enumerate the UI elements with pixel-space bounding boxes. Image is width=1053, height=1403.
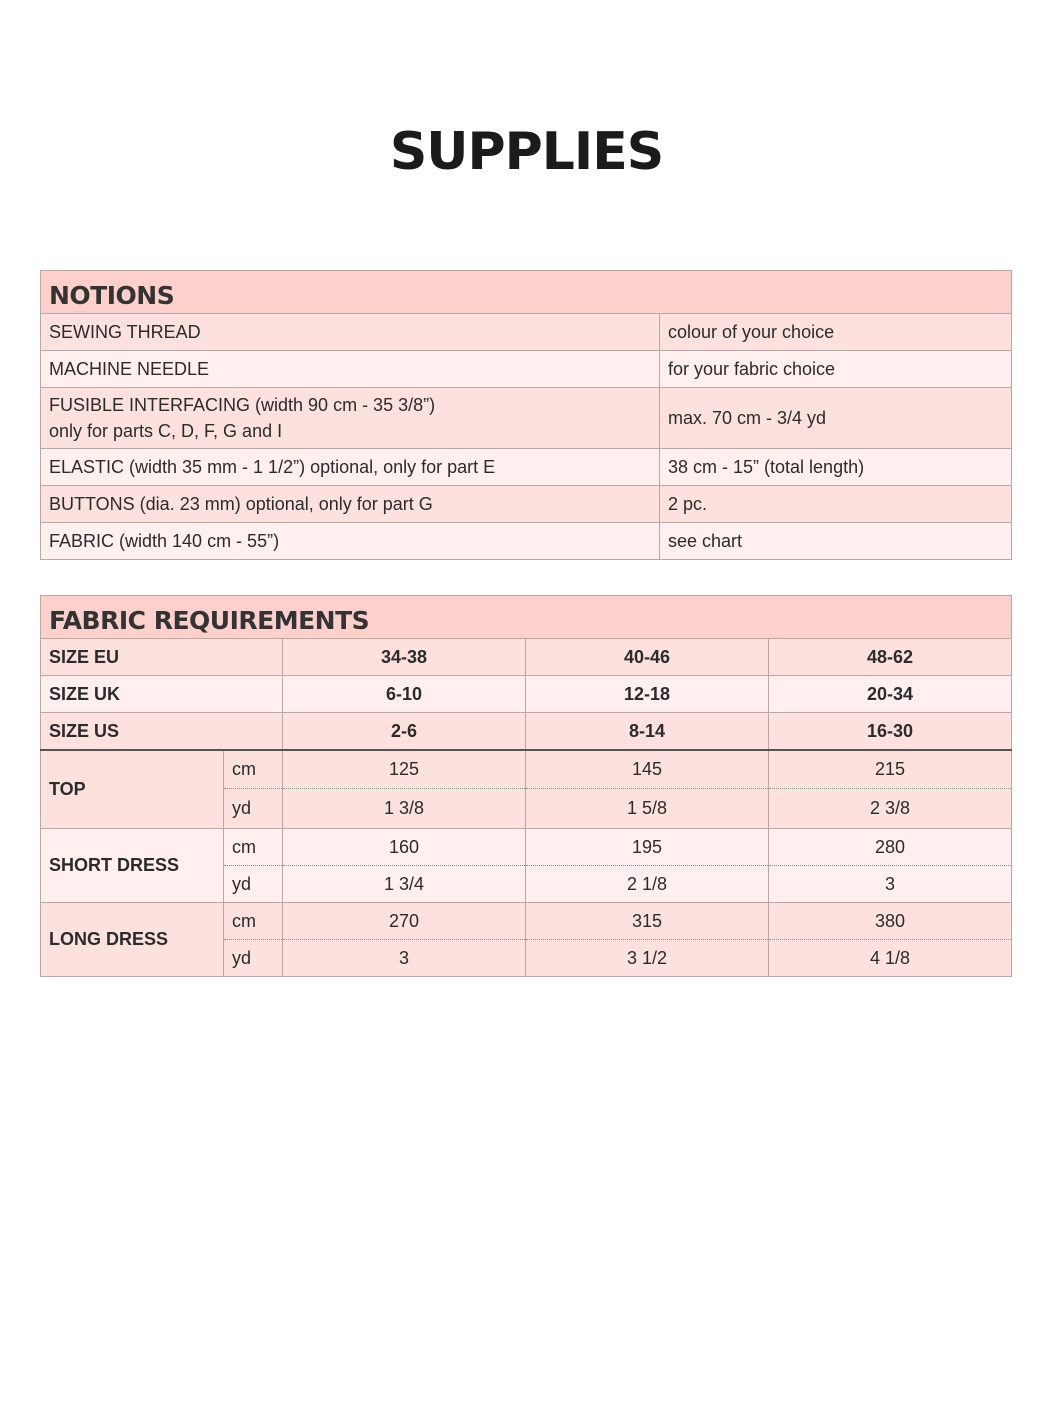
table-row [41, 351, 1012, 388]
unit-label: yd [224, 940, 283, 977]
fabric-value: 2 3/8 [769, 789, 1012, 829]
size-value: 2-6 [283, 713, 526, 751]
fabric-value: 195 [526, 829, 769, 866]
unit-label: cm [224, 750, 283, 789]
size-row-us [41, 713, 1012, 751]
fabric-value: 3 1/2 [526, 940, 769, 977]
fabric-value: 380 [769, 903, 1012, 940]
fabric-value: 3 [283, 940, 526, 977]
size-row-uk [41, 676, 1012, 713]
size-label: SIZE US [41, 713, 283, 751]
notion-value: max. 70 cm - 3/4 yd [660, 388, 1012, 449]
fabric-value: 1 3/4 [283, 866, 526, 903]
fabric-value: 270 [283, 903, 526, 940]
fabric-value: 215 [769, 750, 1012, 789]
fabric-value: 125 [283, 750, 526, 789]
notions-table [40, 270, 1012, 560]
notion-value: see chart [660, 523, 1012, 560]
size-value: 34-38 [283, 639, 526, 676]
garment-name: TOP [41, 750, 224, 829]
garment-name: SHORT DRESS [41, 829, 224, 903]
size-row-eu [41, 639, 1012, 676]
unit-label: cm [224, 903, 283, 940]
notion-value: 2 pc. [660, 486, 1012, 523]
notion-value: 38 cm - 15” (total length) [660, 449, 1012, 486]
fabric-requirements-table [40, 595, 1012, 977]
size-value: 12-18 [526, 676, 769, 713]
fabric-value: 4 1/8 [769, 940, 1012, 977]
fabric-value: 3 [769, 866, 1012, 903]
fabric-value: 315 [526, 903, 769, 940]
fabric-heading: FABRIC REQUIREMENTS [41, 596, 1012, 639]
garment-name: LONG DRESS [41, 903, 224, 977]
page-title: SUPPLIES [389, 122, 664, 182]
table-row [41, 449, 1012, 486]
fabric-value: 145 [526, 750, 769, 789]
size-value: 16-30 [769, 713, 1012, 751]
notion-item-line1: FUSIBLE INTERFACING (width 90 cm - 35 3/8”) [49, 395, 436, 415]
fabric-value: 2 1/8 [526, 866, 769, 903]
fabric-value: 160 [283, 829, 526, 866]
size-value: 40-46 [526, 639, 769, 676]
notions-heading: NOTIONS [41, 271, 1012, 314]
notion-item: ELASTIC (width 35 mm - 1 1/2”) optional, only for part E [41, 449, 660, 486]
unit-label: yd [224, 789, 283, 829]
size-value: 48-62 [769, 639, 1012, 676]
size-value: 20-34 [769, 676, 1012, 713]
garment-row-cm [41, 903, 1012, 940]
size-label: SIZE EU [41, 639, 283, 676]
size-label: SIZE UK [41, 676, 283, 713]
notion-value: colour of your choice [660, 314, 1012, 351]
notion-item: MACHINE NEEDLE [41, 351, 660, 388]
notion-item: FABRIC (width 140 cm - 55”) [41, 523, 660, 560]
notion-value: for your fabric choice [660, 351, 1012, 388]
table-row [41, 314, 1012, 351]
notion-item: SEWING THREAD [41, 314, 660, 351]
size-value: 6-10 [283, 676, 526, 713]
garment-row-cm [41, 750, 1012, 789]
unit-label: yd [224, 866, 283, 903]
table-row [41, 523, 1012, 560]
table-row [41, 388, 1012, 449]
garment-row-cm [41, 829, 1012, 866]
table-row [41, 486, 1012, 523]
notion-item [41, 388, 660, 449]
fabric-value: 1 3/8 [283, 789, 526, 829]
notion-item: BUTTONS (dia. 23 mm) optional, only for part G [41, 486, 660, 523]
size-value: 8-14 [526, 713, 769, 751]
fabric-value: 280 [769, 829, 1012, 866]
unit-label: cm [224, 829, 283, 866]
fabric-value: 1 5/8 [526, 789, 769, 829]
notion-item-line2: only for parts C, D, F, G and I [49, 421, 283, 441]
